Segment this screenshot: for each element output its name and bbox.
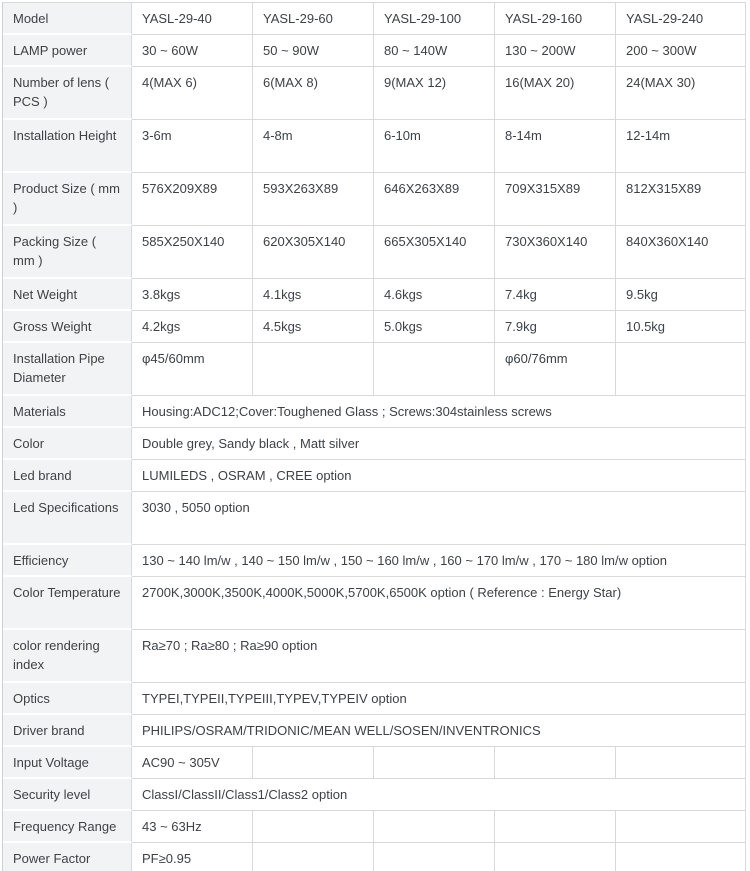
- spec-cell: 6-10m: [374, 120, 495, 173]
- table-row-color-rendering-index: [3, 630, 746, 683]
- spec-cell: 7.4kg: [495, 279, 616, 311]
- spec-cell: 4.1kgs: [253, 279, 374, 311]
- spec-cell: 24(MAX 30): [616, 67, 746, 120]
- spec-cell: 6(MAX 8): [253, 67, 374, 120]
- spec-cell: 646X263X89: [374, 173, 495, 226]
- spec-cell: 709X315X89: [495, 173, 616, 226]
- spec-cell: 593X263X89: [253, 173, 374, 226]
- spec-cell: [374, 343, 495, 396]
- spec-cell: [253, 747, 374, 779]
- spec-cell: 4-8m: [253, 120, 374, 173]
- spec-cell: [374, 843, 495, 871]
- row-label-model: Model: [3, 3, 132, 35]
- row-label-number-of-lens: Number of lens ( PCS ): [3, 67, 132, 120]
- spec-cell: YASL-29-100: [374, 3, 495, 35]
- spec-span-cell: TYPEI,TYPEII,TYPEIII,TYPEV,TYPEIV option: [132, 683, 746, 715]
- spec-cell: 10.5kg: [616, 311, 746, 343]
- spec-cell: 840X360X140: [616, 226, 746, 279]
- spec-cell: [616, 843, 746, 871]
- spec-cell: 8-14m: [495, 120, 616, 173]
- row-label-frequency-range: Frequency Range: [3, 811, 132, 843]
- spec-cell: 200 ~ 300W: [616, 35, 746, 67]
- table-row-gross-weight: [3, 311, 746, 343]
- row-label-power-factor: Power Factor: [3, 843, 132, 871]
- row-label-color-temperature: Color Temperature: [3, 577, 132, 630]
- spec-cell: 3.8kgs: [132, 279, 253, 311]
- spec-cell: [616, 747, 746, 779]
- table-row-efficiency: [3, 545, 746, 577]
- spec-cell: 730X360X140: [495, 226, 616, 279]
- table-row-model: [3, 3, 746, 35]
- spec-span-cell: PHILIPS/OSRAM/TRIDONIC/MEAN WELL/SOSEN/INVENTRONICS: [132, 715, 746, 747]
- spec-cell: 576X209X89: [132, 173, 253, 226]
- spec-span-cell: Ra≥70 ; Ra≥80 ; Ra≥90 option: [132, 630, 746, 683]
- row-label-gross-weight: Gross Weight: [3, 311, 132, 343]
- row-label-lamp-power: LAMP power: [3, 35, 132, 67]
- spec-cell: [495, 747, 616, 779]
- spec-cell: 9.5kg: [616, 279, 746, 311]
- table-row-input-voltage: [3, 747, 746, 779]
- row-label-security-level: Security level: [3, 779, 132, 811]
- table-row-driver-brand: [3, 715, 746, 747]
- row-label-color: Color: [3, 428, 132, 460]
- spec-cell: 43 ~ 63Hz: [132, 811, 253, 843]
- table-row-net-weight: [3, 279, 746, 311]
- row-label-materials: Materials: [3, 396, 132, 428]
- spec-cell: [616, 811, 746, 843]
- table-row-number-of-lens: [3, 67, 746, 120]
- table-row-lamp-power: [3, 35, 746, 67]
- row-label-efficiency: Efficiency: [3, 545, 132, 577]
- table-row-optics: [3, 683, 746, 715]
- spec-cell: [495, 843, 616, 871]
- spec-span-cell: LUMILEDS , OSRAM , CREE option: [132, 460, 746, 492]
- spec-cell: PF≥0.95: [132, 843, 253, 871]
- spec-cell: YASL-29-160: [495, 3, 616, 35]
- spec-cell: 5.0kgs: [374, 311, 495, 343]
- spec-cell: [253, 843, 374, 871]
- row-label-pipe-diameter: Installation Pipe Diameter: [3, 343, 132, 396]
- spec-cell: [374, 747, 495, 779]
- spec-cell: 4.6kgs: [374, 279, 495, 311]
- spec-cell: YASL-29-40: [132, 3, 253, 35]
- spec-span-cell: 130 ~ 140 lm/w , 140 ~ 150 lm/w , 150 ~ 160 lm/w , 160 ~ 170 lm/w , 170 ~ 180 lm/w option: [132, 545, 746, 577]
- spec-span-cell: ClassI/ClassII/Class1/Class2 option: [132, 779, 746, 811]
- table-row-power-factor: [3, 843, 746, 871]
- spec-cell: 12-14m: [616, 120, 746, 173]
- spec-cell: AC90 ~ 305V: [132, 747, 253, 779]
- spec-cell: 7.9kg: [495, 311, 616, 343]
- spec-cell: 80 ~ 140W: [374, 35, 495, 67]
- spec-cell: [253, 343, 374, 396]
- spec-cell: 9(MAX 12): [374, 67, 495, 120]
- spec-cell: 665X305X140: [374, 226, 495, 279]
- spec-cell: φ45/60mm: [132, 343, 253, 396]
- table-row-packing-size: [3, 226, 746, 279]
- row-label-installation-height: Installation Height: [3, 120, 132, 173]
- table-row-color-temperature: [3, 577, 746, 630]
- spec-cell: 130 ~ 200W: [495, 35, 616, 67]
- table-row-product-size: [3, 173, 746, 226]
- spec-cell: 30 ~ 60W: [132, 35, 253, 67]
- spec-cell: 4.2kgs: [132, 311, 253, 343]
- spec-cell: [253, 811, 374, 843]
- spec-cell: [495, 811, 616, 843]
- table-row-led-brand: [3, 460, 746, 492]
- row-label-packing-size: Packing Size ( mm ): [3, 226, 132, 279]
- spec-cell: [616, 343, 746, 396]
- spec-cell: φ60/76mm: [495, 343, 616, 396]
- row-label-input-voltage: Input Voltage: [3, 747, 132, 779]
- row-label-color-rendering-index: color rendering index: [3, 630, 132, 683]
- table-row-frequency-range: [3, 811, 746, 843]
- row-label-led-specifications: Led Specifications: [3, 492, 132, 545]
- spec-cell: YASL-29-240: [616, 3, 746, 35]
- row-label-optics: Optics: [3, 683, 132, 715]
- table-row-installation-height: [3, 120, 746, 173]
- spec-cell: 50 ~ 90W: [253, 35, 374, 67]
- row-label-driver-brand: Driver brand: [3, 715, 132, 747]
- row-label-led-brand: Led brand: [3, 460, 132, 492]
- row-label-net-weight: Net Weight: [3, 279, 132, 311]
- spec-cell: [374, 811, 495, 843]
- table-row-color: [3, 428, 746, 460]
- spec-cell: 585X250X140: [132, 226, 253, 279]
- spec-cell: 812X315X89: [616, 173, 746, 226]
- row-label-product-size: Product Size ( mm ): [3, 173, 132, 226]
- spec-span-cell: 2700K,3000K,3500K,4000K,5000K,5700K,6500K option ( Reference : Energy Star): [132, 577, 746, 630]
- spec-span-cell: Housing:ADC12;Cover:Toughened Glass ; Screws:304stainless screws: [132, 396, 746, 428]
- table-row-pipe-diameter: [3, 343, 746, 396]
- spec-cell: YASL-29-60: [253, 3, 374, 35]
- spec-cell: 620X305X140: [253, 226, 374, 279]
- spec-span-cell: Double grey, Sandy black , Matt silver: [132, 428, 746, 460]
- spec-cell: 3-6m: [132, 120, 253, 173]
- table-row-security-level: [3, 779, 746, 811]
- spec-span-cell: 3030 , 5050 option: [132, 492, 746, 545]
- spec-cell: 4.5kgs: [253, 311, 374, 343]
- spec-cell: 4(MAX 6): [132, 67, 253, 120]
- spec-cell: 16(MAX 20): [495, 67, 616, 120]
- table-row-materials: [3, 396, 746, 428]
- table-row-led-specifications: [3, 492, 746, 545]
- spec-table: [2, 2, 746, 871]
